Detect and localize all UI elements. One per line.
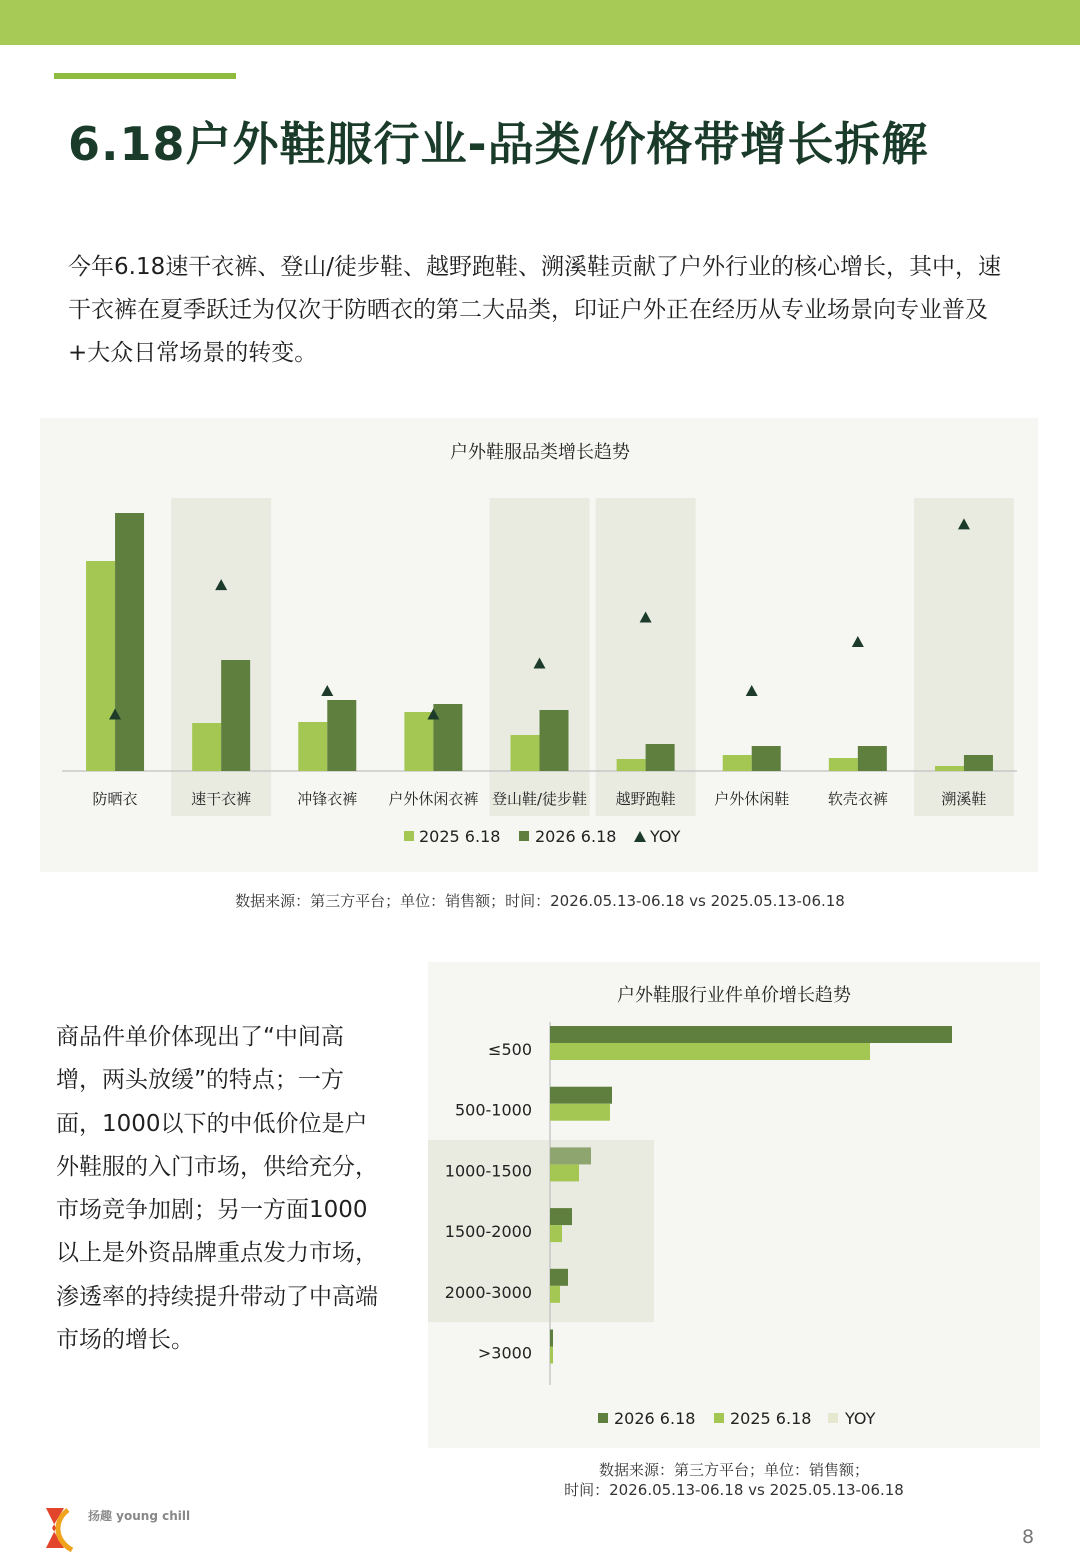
price-band-tick-label: 500-1000 <box>454 1100 532 1120</box>
category-tick-label: 冲锋衣裤 <box>297 790 358 808</box>
legend-swatch-yoy <box>828 1413 838 1423</box>
bar-2025 <box>550 1225 562 1242</box>
legend-swatch-2025 <box>714 1413 724 1423</box>
category-tick-label: 登山鞋/徒步鞋 <box>491 790 588 808</box>
page-title: 6.18户外鞋服行业-品类/价格带增长拆解 <box>68 117 929 171</box>
legend-label-2026: 2026 6.18 <box>535 827 617 846</box>
category-tick-label: 户外休闲衣裤 <box>388 790 479 808</box>
category-tick-label: 溯溪鞋 <box>941 790 987 808</box>
bar-2025 <box>550 1104 610 1121</box>
bar-2025 <box>550 1164 579 1181</box>
bar-2026 <box>550 1330 553 1347</box>
price-band-tick-label: 1000-1500 <box>444 1161 532 1181</box>
bar-2026 <box>550 1269 568 1286</box>
legend-label-yoy: YOY <box>650 827 681 846</box>
category-tick-label: 软壳衣裤 <box>827 790 888 808</box>
bar-2026 <box>550 1087 612 1104</box>
bar-2025 <box>550 1347 553 1364</box>
legend-label-2025: 2025 6.18 <box>730 1409 812 1428</box>
legend-label-2026: 2026 6.18 <box>614 1409 696 1428</box>
price-chart-source-line1: 数据来源：第三方平台；单位：销售额； <box>598 1461 869 1479</box>
intro-paragraph: 今年6.18速干衣裤、登山/徒步鞋、越野跑鞋、溯溪鞋贡献了户外行业的核心增长，其中，速干衣裤在夏季跃迁为仅次于防晒衣的第二大品类，印证户外正在经历从专业场景向专业普及+大众日常场景的转变。 <box>68 254 1001 366</box>
price-analysis-paragraph: 商品件单价体现出了“中间高增，两头放缓”的特点；一方面，1000以下的中低价位是户外鞋服的入门市场，供给充分，市场竞争加剧；另一方面1000以上是外资品牌重点发力市场，渗透率的持续提升带动了中高端市场的增长。 <box>56 1024 378 1354</box>
bar-2025 <box>550 1043 870 1060</box>
price-band-tick-label: >3000 <box>477 1343 532 1363</box>
logo-text: 扬趣 young chill <box>88 1509 191 1523</box>
price-band-tick-label: 1500-2000 <box>444 1222 532 1242</box>
legend-swatch-2026 <box>598 1413 608 1423</box>
category-tick-label: 户外休闲鞋 <box>714 790 790 808</box>
bar-2025 <box>550 1286 560 1303</box>
youngchill-logo <box>42 1500 191 1556</box>
legend-label-yoy: YOY <box>845 1409 876 1428</box>
price-band-tick-label: 2000-3000 <box>444 1282 532 1302</box>
price-band-tick-label: ≤500 <box>488 1040 532 1059</box>
legend-label-2025: 2025 6.18 <box>419 827 501 846</box>
category-chart-title: 户外鞋服品类增长趋势 <box>450 442 630 463</box>
bar-2026 <box>550 1026 952 1043</box>
category-tick-label: 速干衣裤 <box>191 790 252 808</box>
price-chart-title: 户外鞋服行业件单价增长趋势 <box>617 985 851 1006</box>
price-chart-source-line2: 时间：2026.05.13-06.18 vs 2025.05.13-06.18 <box>564 1481 904 1499</box>
price-chart-source <box>500 1460 968 1500</box>
page-number: 8 <box>1022 1526 1035 1548</box>
category-tick-label: 防晒衣 <box>92 790 138 808</box>
category-tick-label: 越野跑鞋 <box>615 790 676 808</box>
bar-2026 <box>550 1147 591 1164</box>
category-chart-source: 数据来源：第三方平台；单位：销售额；时间：2026.05.13-06.18 vs 2025.05.13-06.18 <box>235 892 845 910</box>
bar-2026 <box>550 1208 572 1225</box>
